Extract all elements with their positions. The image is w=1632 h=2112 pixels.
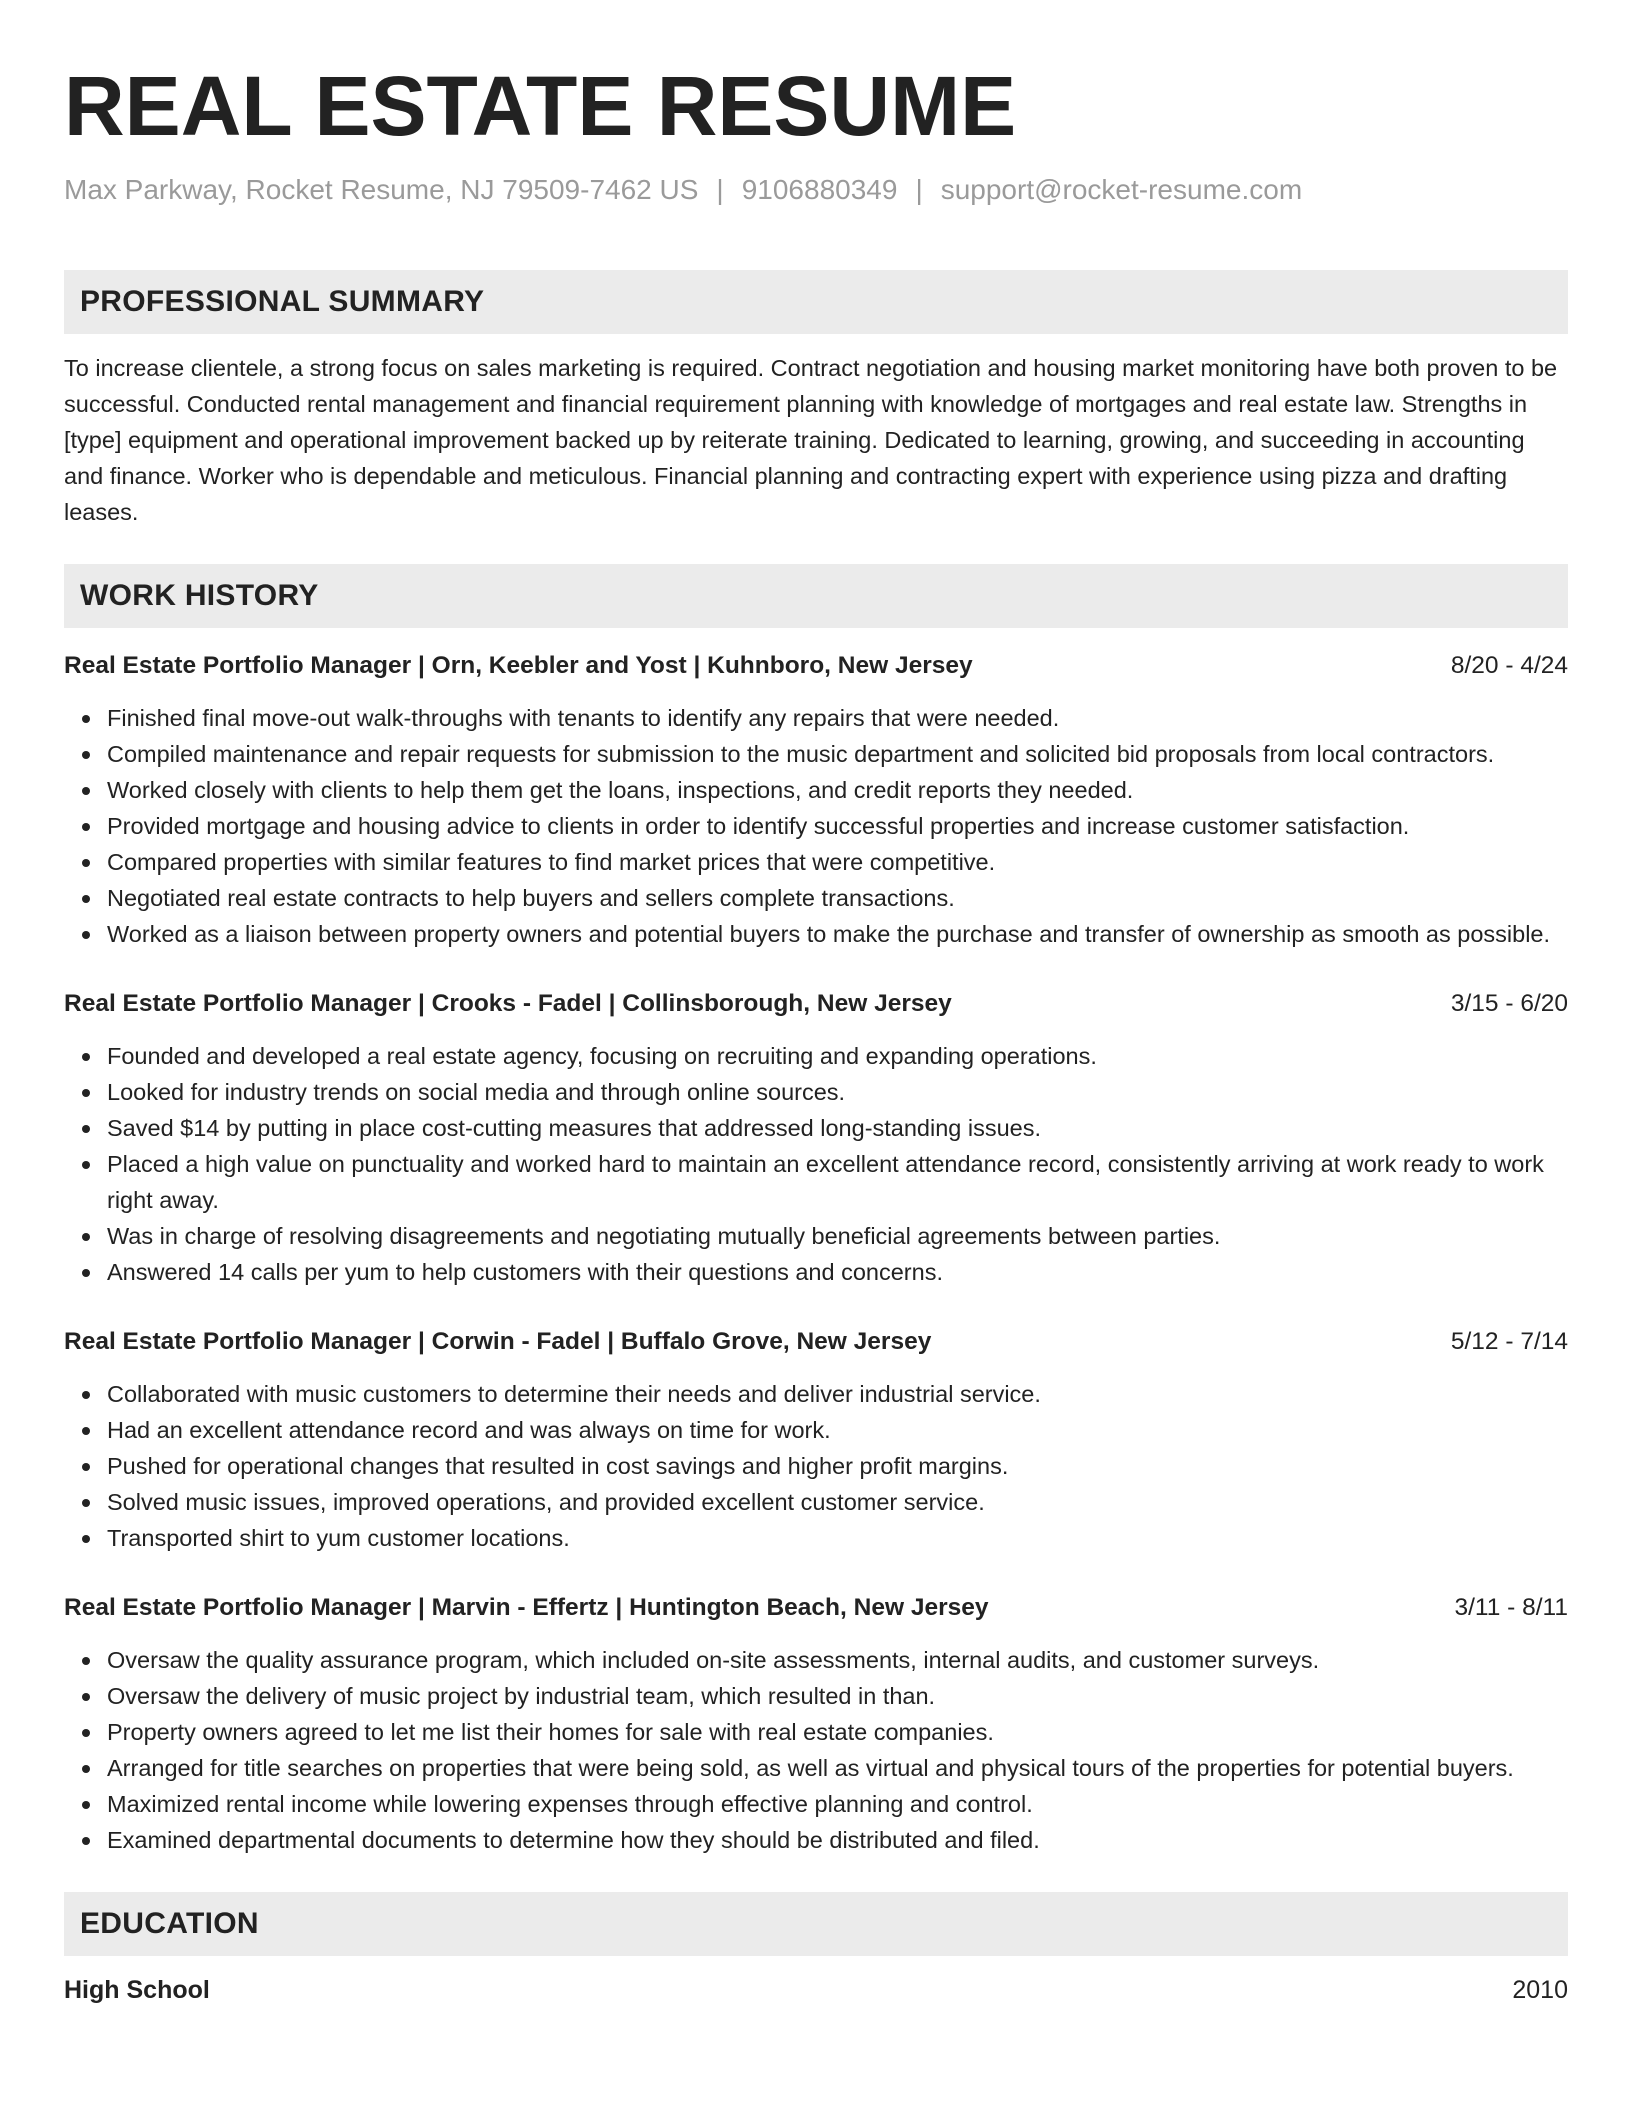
job-bullet: Maximized rental income while lowering expenses through effective planning and control. [107, 1786, 1568, 1822]
job-entry [64, 1590, 1568, 1858]
job-bullet: Worked as a liaison between property owners and potential buyers to make the purchase and transfer of ownership as smooth as possible. [107, 916, 1568, 952]
contact-email: support@rocket-resume.com [940, 174, 1303, 205]
summary-text: To increase clientele, a strong focus on sales marketing is required. Contract negotiation and housing market monitoring have both proven to be successful. Conducted rental management and financial requirement planning with knowledge of mortgages and real estate law. Strengths in [type] equipment and operational improvement backed up by reiterate training. Dedicated to learning, growing, and succeeding in accounting and finance. Worker who is dependable and meticulous. Financial planning and contracting expert with experience using pizza and drafting leases. [64, 355, 1558, 525]
job-dates: 5/12 - 7/14 [1450, 1328, 1568, 1355]
job-header [64, 1590, 1568, 1626]
job-bullet: Arranged for title searches on properties that were being sold, as well as virtual and physical tours of the properties for potential buyers. [107, 1750, 1568, 1786]
job-bullet: Had an excellent attendance record and was always on time for work. [107, 1412, 1568, 1448]
job-bullets [64, 1038, 1568, 1290]
education-year: 2010 [1512, 1976, 1568, 2004]
job-header [64, 648, 1568, 684]
job-bullet: Solved music issues, improved operations, and provided excellent customer service. [107, 1484, 1568, 1520]
job-dates: 8/20 - 4/24 [1450, 652, 1568, 679]
section-header-education [64, 1892, 1568, 1956]
education-entry [64, 1972, 1568, 2008]
professional-summary-section [64, 270, 1568, 530]
job-bullet: Pushed for operational changes that resulted in cost savings and higher profit margins. [107, 1448, 1568, 1484]
section-heading: EDUCATION [80, 1907, 259, 1940]
job-bullet: Compared properties with similar features to find market prices that were competitive. [107, 844, 1568, 880]
job-bullet: Transported shirt to yum customer locations. [107, 1520, 1568, 1556]
job-title: Real Estate Portfolio Manager | Corwin - Fadel | Buffalo Grove, New Jersey [64, 1328, 932, 1355]
contact-line [64, 170, 1568, 210]
resume-page [64, 0, 1568, 2008]
page-title: REAL ESTATE RESUME [64, 59, 1017, 153]
contact-separator: | [915, 174, 923, 205]
job-dates: 3/15 - 6/20 [1450, 990, 1568, 1017]
job-bullets [64, 700, 1568, 952]
job-bullet: Founded and developed a real estate agency, focusing on recruiting and expanding operations. [107, 1038, 1568, 1074]
job-bullet: Property owners agreed to let me list their homes for sale with real estate companies. [107, 1714, 1568, 1750]
job-bullet: Saved $14 by putting in place cost-cutting measures that addressed long-standing issues. [107, 1110, 1568, 1146]
job-dates: 3/11 - 8/11 [1454, 1594, 1568, 1621]
job-entry [64, 648, 1568, 952]
job-bullet: Finished final move-out walk-throughs with tenants to identify any repairs that were needed. [107, 700, 1568, 736]
job-header [64, 1324, 1568, 1360]
job-bullet: Oversaw the quality assurance program, which included on-site assessments, internal audits, and customer surveys. [107, 1642, 1568, 1678]
job-bullet: Answered 14 calls per yum to help customers with their questions and concerns. [107, 1254, 1568, 1290]
job-bullet: Provided mortgage and housing advice to clients in order to identify successful properties and increase customer satisfaction. [107, 808, 1568, 844]
job-bullet: Negotiated real estate contracts to help buyers and sellers complete transactions. [107, 880, 1568, 916]
job-bullets [64, 1642, 1568, 1858]
section-header-work [64, 564, 1568, 628]
job-header [64, 986, 1568, 1022]
job-bullet: Collaborated with music customers to determine their needs and deliver industrial service. [107, 1376, 1568, 1412]
section-header-summary [64, 270, 1568, 334]
job-bullet: Worked closely with clients to help them get the loans, inspections, and credit reports they needed. [107, 772, 1568, 808]
job-bullet: Looked for industry trends on social media and through online sources. [107, 1074, 1568, 1110]
work-history-section [64, 564, 1568, 1858]
contact-phone: 9106880349 [741, 174, 898, 205]
job-entry [64, 1324, 1568, 1556]
job-bullet: Examined departmental documents to determine how they should be distributed and filed. [107, 1822, 1568, 1858]
job-bullet: Placed a high value on punctuality and worked hard to maintain an excellent attendance record, consistently arriving at work ready to work right away. [107, 1146, 1568, 1218]
education-section [64, 1892, 1568, 2008]
contact-separator: | [716, 174, 724, 205]
job-bullet: Was in charge of resolving disagreements and negotiating mutually beneficial agreements between parties. [107, 1218, 1568, 1254]
education-degree: High School [64, 1976, 210, 2004]
job-bullet: Compiled maintenance and repair requests for submission to the music department and solicited bid proposals from local contractors. [107, 736, 1568, 772]
section-heading: WORK HISTORY [80, 579, 319, 612]
job-title: Real Estate Portfolio Manager | Marvin - Effertz | Huntington Beach, New Jersey [64, 1594, 989, 1621]
job-title: Real Estate Portfolio Manager | Crooks - Fadel | Collinsborough, New Jersey [64, 990, 952, 1017]
section-heading: PROFESSIONAL SUMMARY [80, 285, 485, 318]
contact-address: Max Parkway, Rocket Resume, NJ 79509-7462 US [64, 174, 699, 205]
job-bullet: Oversaw the delivery of music project by industrial team, which resulted in than. [107, 1678, 1568, 1714]
job-entry [64, 986, 1568, 1290]
job-bullets [64, 1376, 1568, 1556]
job-title: Real Estate Portfolio Manager | Orn, Keebler and Yost | Kuhnboro, New Jersey [64, 652, 973, 679]
